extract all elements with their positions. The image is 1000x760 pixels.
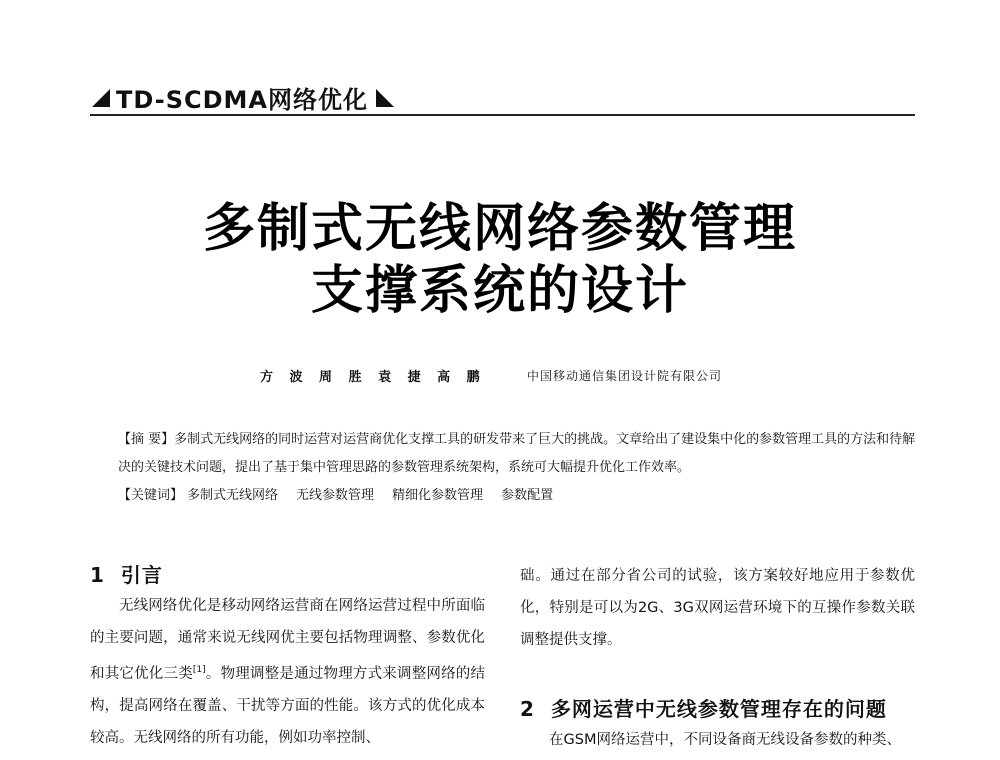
running-header bbox=[92, 80, 394, 115]
affiliation: 中国移动通信集团设计院有限公司 bbox=[527, 369, 723, 383]
citation-ref: [1] bbox=[192, 665, 206, 675]
article-title-line2: 支撑系统的设计 bbox=[310, 261, 689, 321]
body-paragraph bbox=[90, 590, 485, 754]
triangle-right-icon bbox=[376, 89, 394, 107]
abstract-label: 【摘 要】 bbox=[118, 432, 175, 447]
keywords-label: 【关键词】 bbox=[118, 488, 184, 503]
section-heading bbox=[90, 560, 485, 590]
body-text: 。物理调整是通过物理方式来调整网络的结构，提高网络在覆盖、干扰等方面的性能。该方式的优化成本较高。无线网络的所有功能，例如功率控制、 bbox=[90, 665, 486, 746]
keyword: 精细化参数管理 bbox=[392, 488, 484, 503]
abstract-block bbox=[118, 426, 918, 510]
keyword: 参数配置 bbox=[501, 488, 554, 503]
section-title: 多网运营中无线参数管理存在的问题 bbox=[550, 697, 887, 721]
article-title-line1: 多制式无线网络参数管理 bbox=[202, 199, 797, 259]
author-list: 方 波 周 胜 袁 捷 高 鹏 bbox=[260, 370, 483, 385]
body-paragraph: 在GSM网络运营中，不同设备商无线设备参数的种类、 bbox=[549, 732, 901, 748]
section-heading bbox=[520, 694, 915, 724]
section-number: 1 bbox=[90, 563, 105, 587]
body-paragraph: 础。通过在部分省公司的试验，该方案较好地应用于参数优化，特别是可以为2G、3G双网运营环境下的互操作参数关联调整提供支撑。 bbox=[520, 568, 915, 648]
section-title: 引言 bbox=[120, 563, 163, 587]
keyword: 无线参数管理 bbox=[296, 488, 375, 503]
left-column bbox=[90, 560, 485, 754]
section-spacer bbox=[520, 656, 915, 694]
right-column bbox=[520, 560, 915, 756]
abstract-text: 多制式无线网络的同时运营对运营商优化支撑工具的研发带来了巨大的挑战。文章给出了建设集中化的参数管理工具的方法和待解决的关键技术问题，提出了基于集中管理思路的参数管理系统架构，系统可大幅提升优化工作效率。 bbox=[118, 432, 916, 475]
body-text: 无线网络优化是移动网络运营商在网络运营过程中所面临的主要问题，通常来说无线网优主要包括物理调整、参数优化和其它优化三类 bbox=[90, 598, 485, 682]
header-rule bbox=[90, 114, 915, 116]
abstract-paragraph bbox=[118, 426, 918, 482]
keyword: 多制式无线网络 bbox=[187, 488, 279, 503]
running-header-title: TD-SCDMA网络优化 bbox=[116, 86, 368, 114]
triangle-left-icon bbox=[92, 89, 110, 107]
section-number: 2 bbox=[520, 697, 535, 721]
keywords-line bbox=[118, 482, 918, 510]
article-title bbox=[0, 198, 1000, 322]
